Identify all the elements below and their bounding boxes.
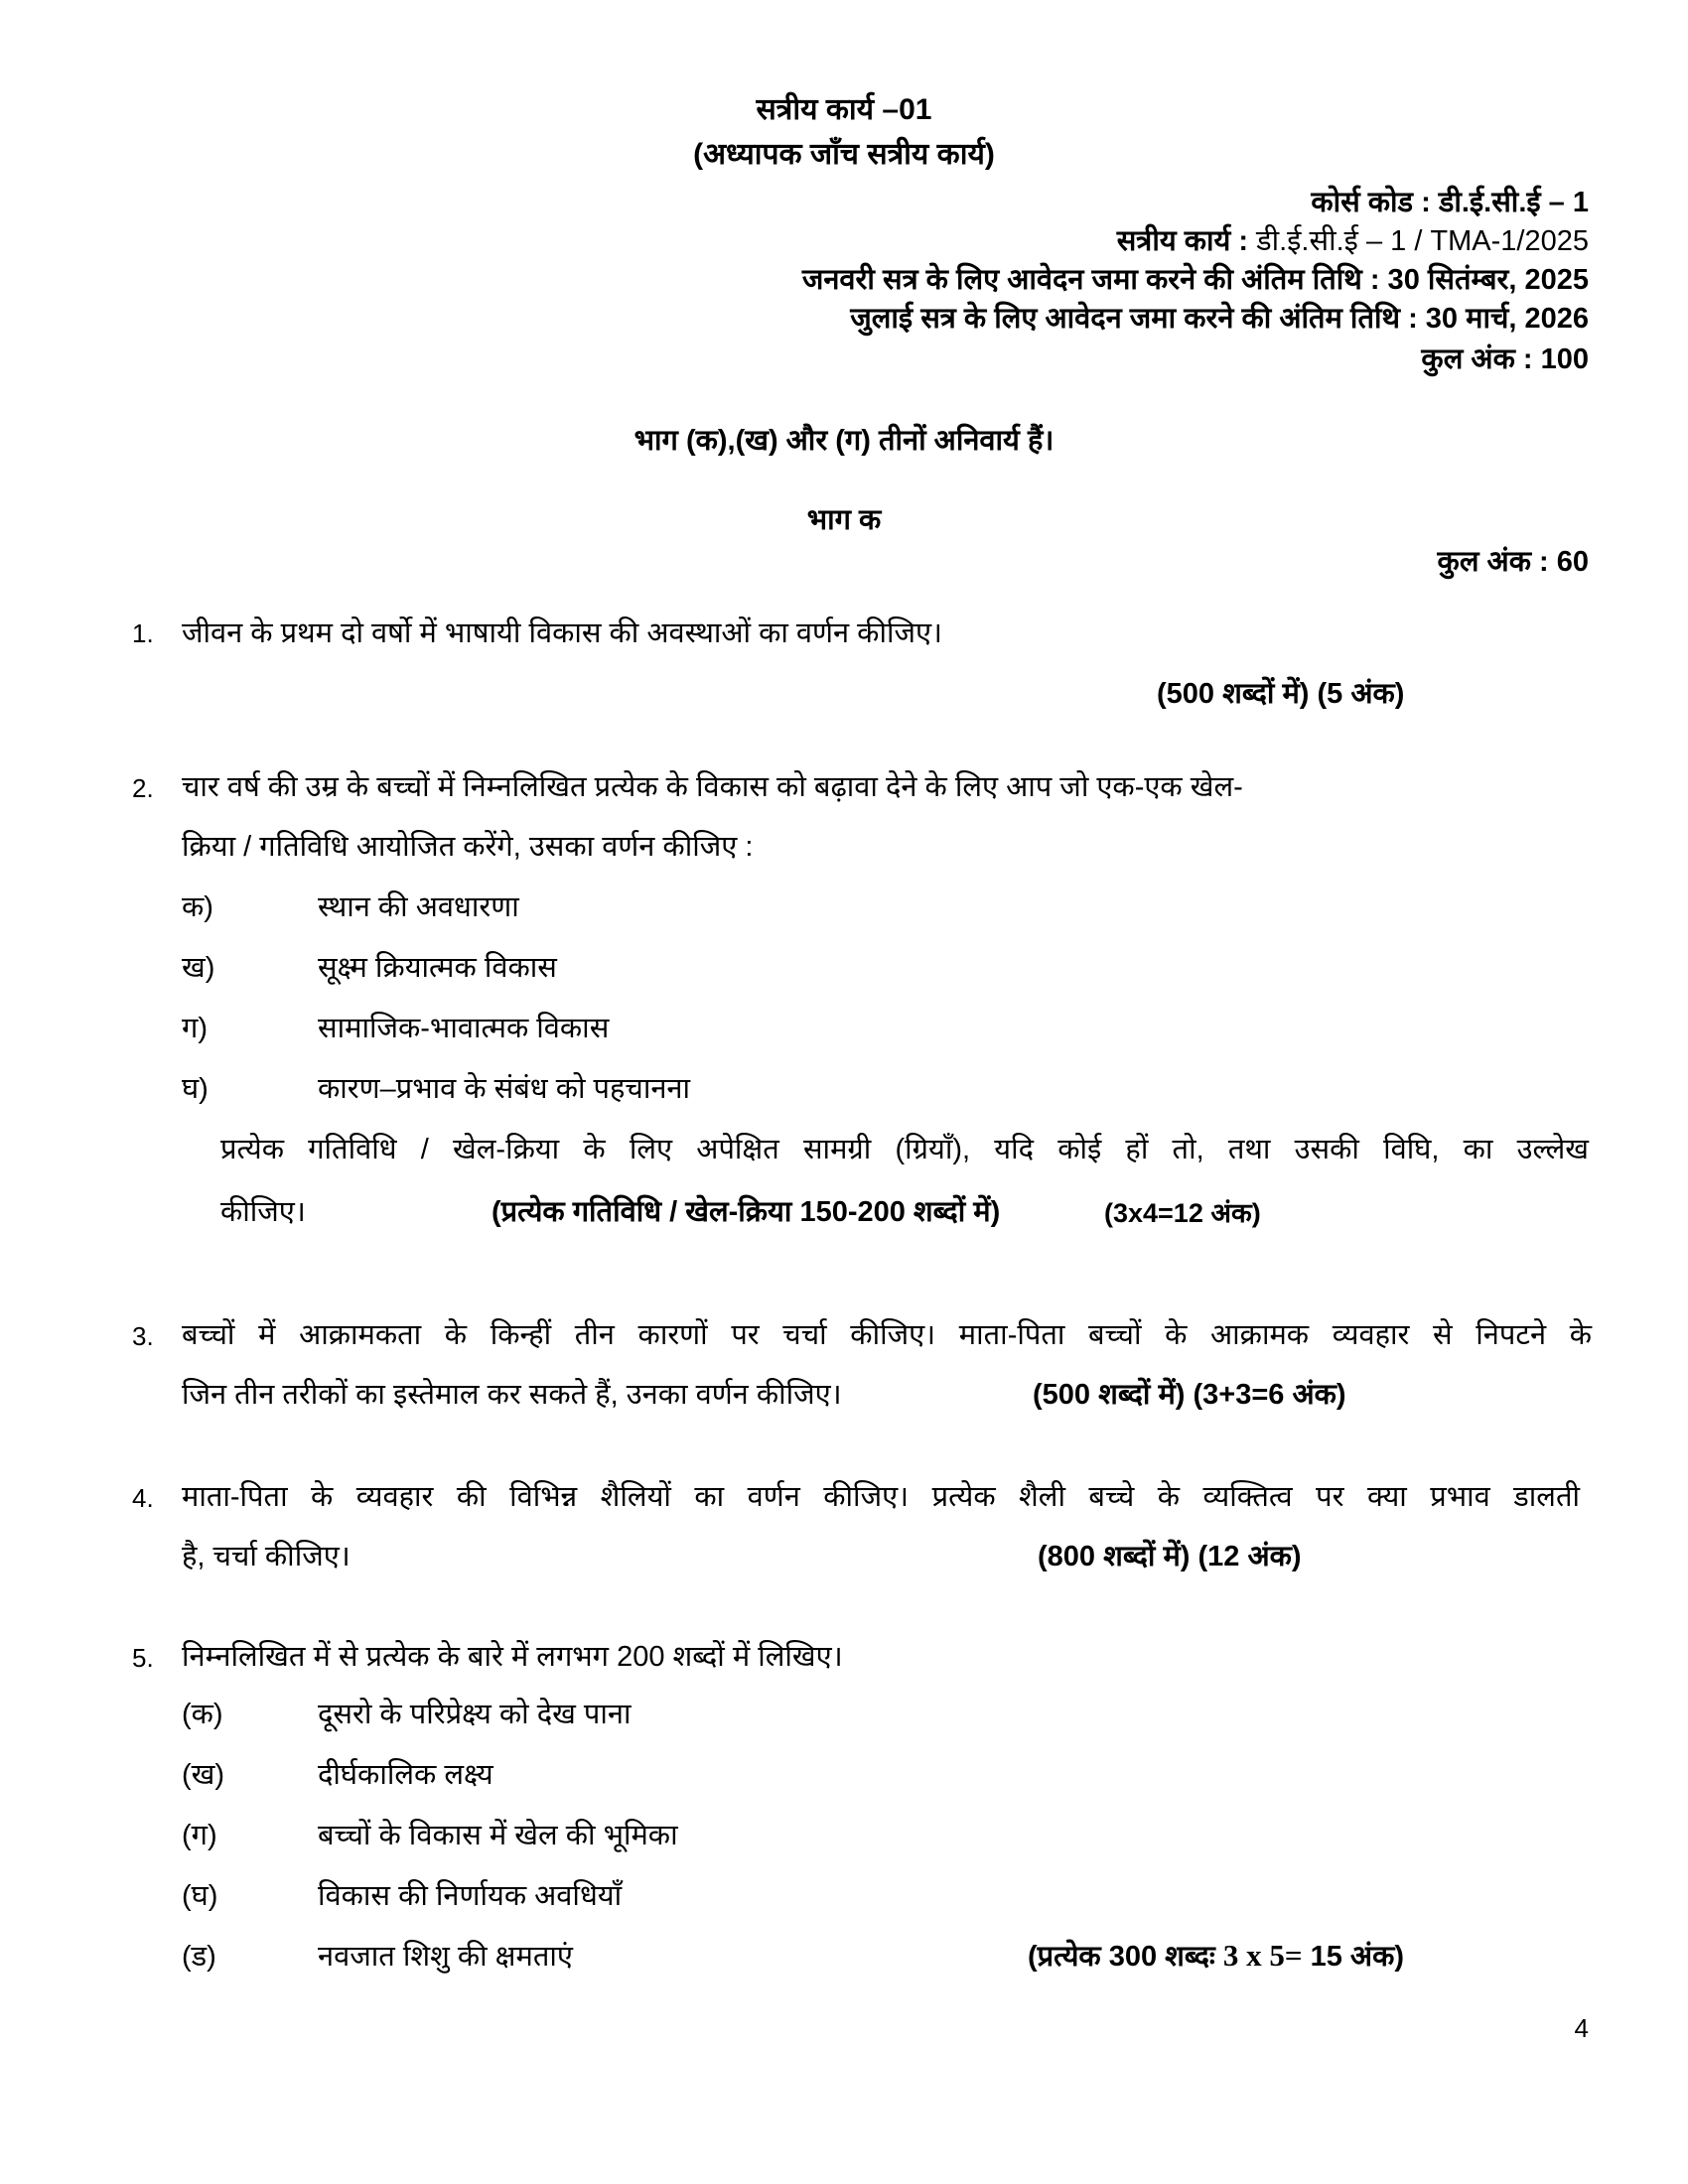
question-marks: (800 शब्दों में) (12 अंक) xyxy=(1038,1541,1302,1572)
assignment-subtitle: (अध्यापक जाँच सत्रीय कार्य) xyxy=(693,138,995,171)
question-text-line-2: जिन तीन तरीकों का इस्तेमाल कर सकते हैं, उनका वर्णन कीजिए। xyxy=(182,1379,842,1411)
marks-suffix: 15 अंक) xyxy=(1310,1941,1404,1973)
question-number: 4. xyxy=(132,1483,154,1513)
sub-item-label: ख) xyxy=(182,952,215,984)
question-text-line-2: है, चर्चा कीजिए। xyxy=(182,1541,351,1572)
question-followup-line-1: प्रत्येक गतिविधि / खेल-क्रिया के लिए अपेक्षित सामग्री (ग्रियाँ), यदि कोई हों तो, तथा उसकी विघि, का उल्लेख xyxy=(220,1134,1589,1165)
section-total-marks: कुल अंक : 60 xyxy=(1437,546,1589,578)
sub-item-label: क) xyxy=(182,891,213,923)
question-word-limit: (प्रत्येक गतिविधि / खेल-क्रिया 150-200 शब्दों में) xyxy=(492,1196,1001,1228)
sub-item-text: दीर्घकालिक लक्ष्य xyxy=(318,1759,493,1791)
section-title: भाग क xyxy=(806,504,882,536)
sub-item-text: स्थान की अवधारणा xyxy=(318,891,519,923)
question-text-line-1: बच्चों में आक्रामकता के किन्हीं तीन कारणों पर चर्चा कीजिए। माता-पिता बच्चों के आक्रामक व्यवहार से निपटने के xyxy=(182,1319,1592,1351)
sub-item-label: (ड) xyxy=(182,1941,216,1973)
sub-item-label: (ग) xyxy=(182,1820,217,1851)
assignment-title: सत्रीय कार्य –01 xyxy=(756,93,932,126)
sub-item-text: नवजात शिशु की क्षमताएं xyxy=(318,1941,573,1973)
marks-prefix: (प्रत्येक 300 शब्दः xyxy=(1028,1941,1215,1973)
sub-item-text: बच्चों के विकास में खेल की भूमिका xyxy=(318,1820,678,1851)
total-marks: कुल अंक : 100 xyxy=(1421,343,1589,375)
course-code: कोर्स कोड : डी.ई.सी.ई – 1 xyxy=(1311,187,1589,218)
question-marks: (500 शब्दों में) (3+3=6 अंक) xyxy=(1033,1379,1346,1411)
sub-item-label: (घ) xyxy=(182,1880,218,1912)
sub-item-label: घ) xyxy=(182,1073,209,1105)
question-followup-line-2: कीजिए। xyxy=(220,1196,306,1228)
question-marks xyxy=(1028,1936,1404,1975)
sub-item-label: (क) xyxy=(182,1699,223,1730)
question-number: 5. xyxy=(132,1643,154,1673)
question-text: निम्नलिखित में से प्रत्येक के बारे में लगभग 200 शब्दों में लिखिए। xyxy=(182,1641,843,1673)
july-deadline: जुलाई सत्र के लिए आवेदन जमा करने की अंतिम तिथि : 30 मार्च, 2026 xyxy=(850,303,1589,335)
sub-item-label: ग) xyxy=(182,1013,208,1044)
marks-formula: 3 x 5= xyxy=(1222,1938,1303,1973)
question-number: 1. xyxy=(132,618,154,648)
sub-item-text: दूसरो के परिप्रेक्ष्य को देख पाना xyxy=(318,1699,632,1730)
assignment-code-label: सत्रीय कार्य : xyxy=(1116,225,1249,257)
question-marks: (500 शब्दों में) (5 अंक) xyxy=(1157,678,1405,710)
instructions: भाग (क),(ख) और (ग) तीनों अनिवार्य हैं। xyxy=(633,425,1055,457)
question-number: 2. xyxy=(132,773,154,803)
sub-item-text: सामाजिक-भावात्मक विकास xyxy=(318,1013,610,1044)
sub-item-text: सूक्ष्म क्रियात्मक विकास xyxy=(318,952,557,984)
assignment-code-line xyxy=(1117,220,1589,259)
question-text: जीवन के प्रथम दो वर्षो में भाषायी विकास की अवस्थाओं का वर्णन कीजिए। xyxy=(182,617,943,649)
sub-item-text: विकास की निर्णायक अवधियाँ xyxy=(318,1880,623,1912)
assignment-code: डी.ई.सी.ई – 1 / TMA-1/2025 xyxy=(1256,225,1589,257)
question-number: 3. xyxy=(132,1321,154,1351)
question-marks: (3x4=12 अंक) xyxy=(1104,1198,1261,1228)
sub-item-label: (ख) xyxy=(182,1759,225,1791)
question-text-line-1: माता-पिता के व्यवहार की विभिन्न शैलियों का वर्णन कीजिए। प्रत्येक शैली बच्चे के व्यक्तित्व पर क्या प्रभाव डालती xyxy=(182,1481,1580,1513)
question-text-line-1: चार वर्ष की उम्र के बच्चों में निम्नलिखित प्रत्येक के विकास को बढ़ावा देने के लिए आप जो एक-एक खेल- xyxy=(182,771,1243,803)
question-text-line-2: क्रिया / गतिविधि आयोजित करेंगे, उसका वर्णन कीजिए : xyxy=(182,831,754,863)
sub-item-text: कारण–प्रभाव के संबंध को पहचानना xyxy=(318,1073,691,1105)
page-number: 4 xyxy=(1574,2013,1589,2043)
january-deadline: जनवरी सत्र के लिए आवेदन जमा करने की अंतिम तिथि : 30 सितंम्बर, 2025 xyxy=(801,264,1589,296)
